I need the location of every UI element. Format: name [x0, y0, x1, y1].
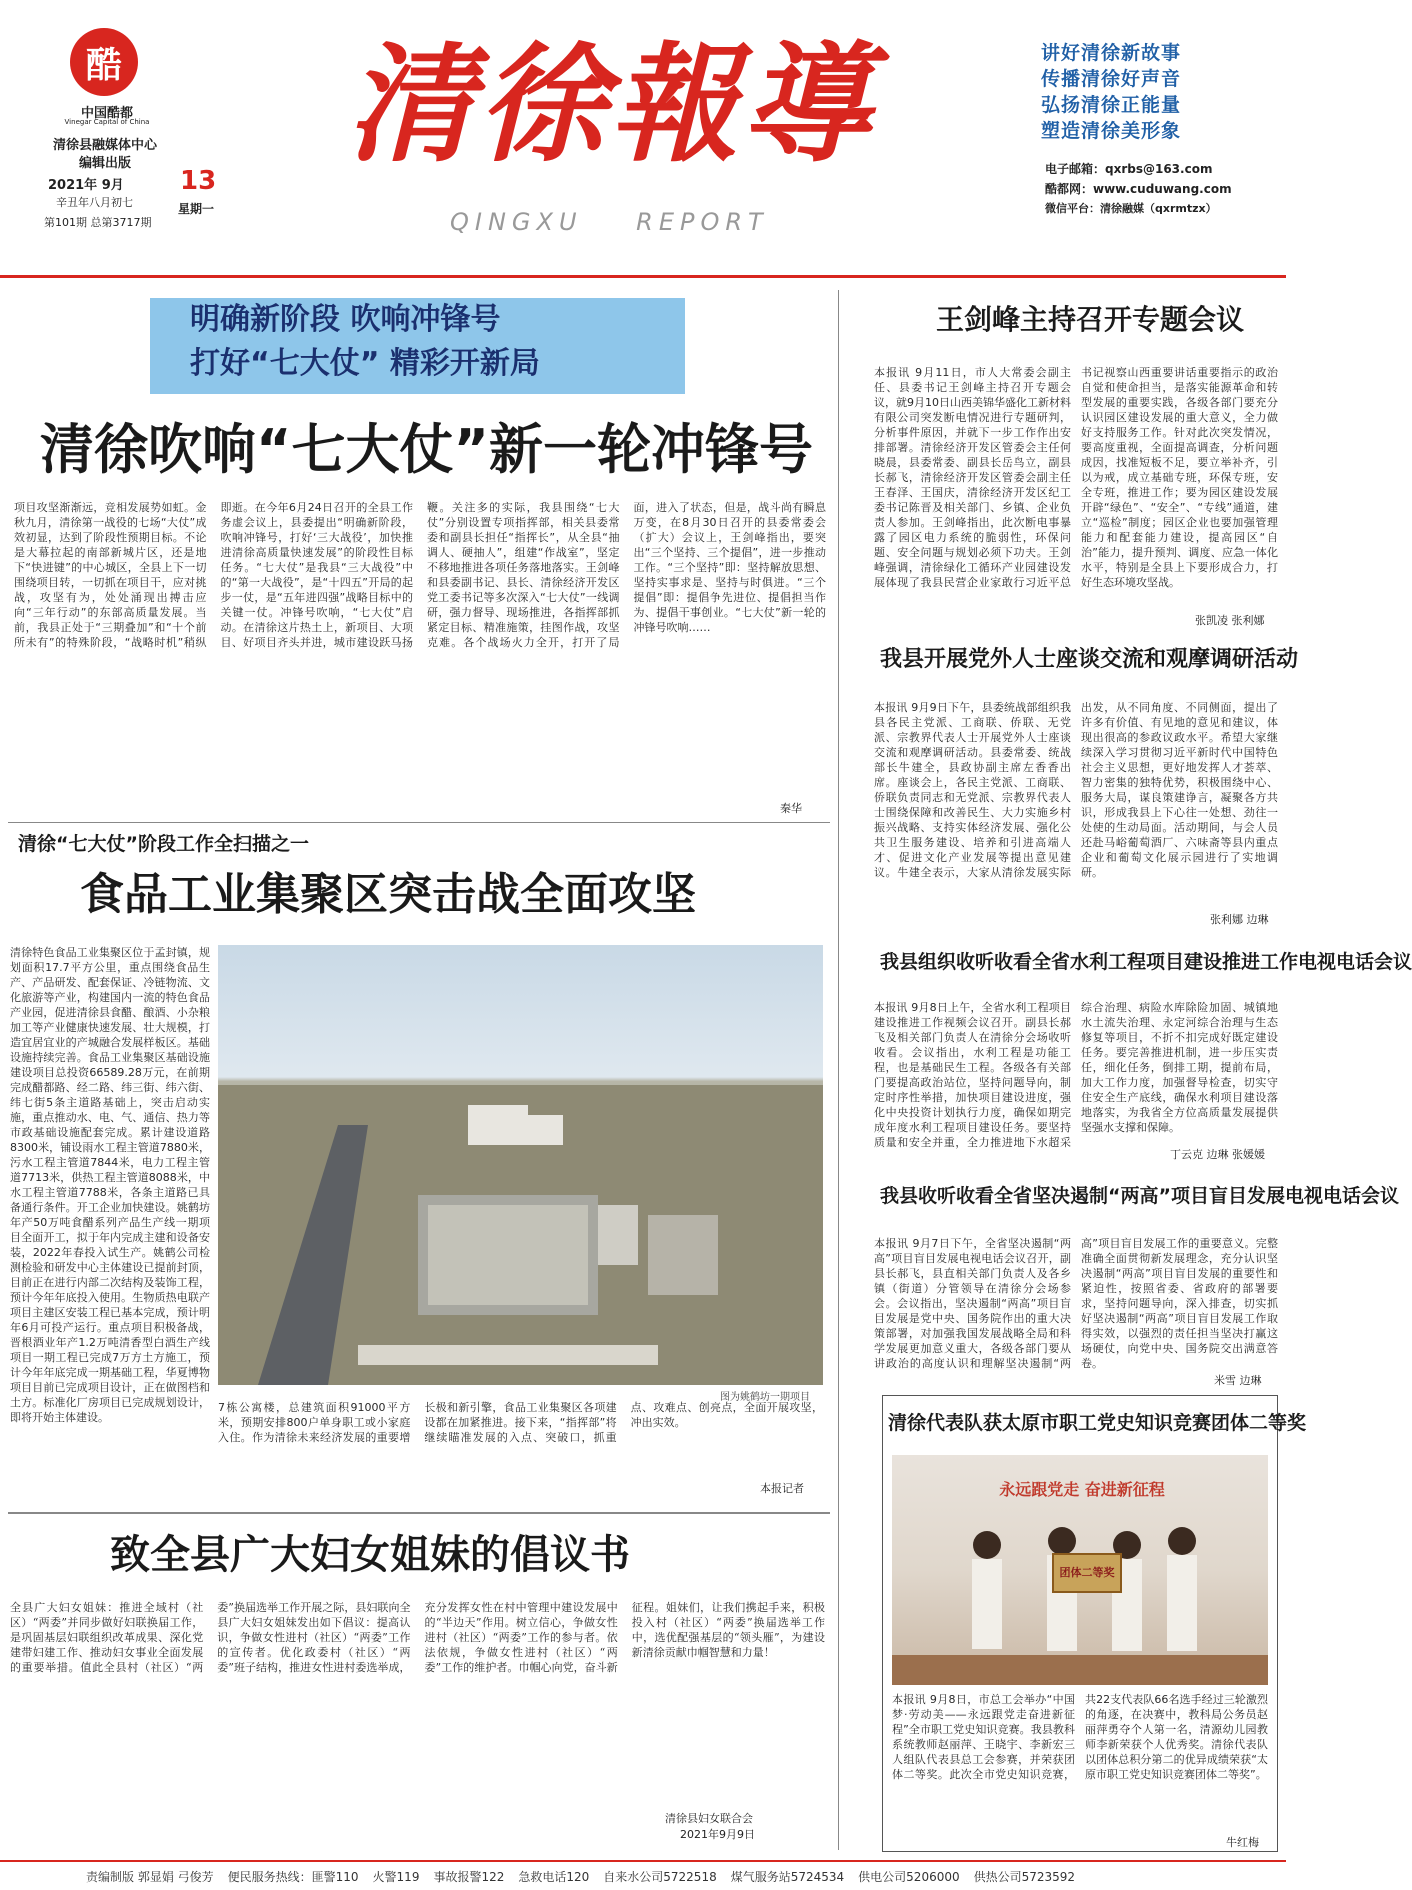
lead-body: 项目攻坚渐渐远，竞相发展势如虹。金秋九月，清徐第一战役的七场“大仗”成效初显，达到了阶段性预期目标。不论是大幕拉起的南部新城片区，还是地下“快进键”的中心城区，全县上下一切围绕项目转，一切抓在项目干，应对挑战，攻坚有为，处处涌现出搏击应向“三年行动”的东部高质量发展。当前，我县正处于“三期叠加”和“十个前所未有”的特殊阶段，“战略时机”稍纵即逝。在今年6月24日召开的全县工作务虚会议上，县委提出“明确新阶段，吹响冲锋号，打好‘三大战役’，加快推进清徐高质量快速发展”的阶段性目标任务。“七大仗”是我县“三大战役”中的“第一大战役”，是“十四五”开局的起步一仗，是“五年进四强”战略目标中的关键一仗。冲锋号吹响，“七大仗”启动。在清徐这片热土上，新项目、大项目、好项目齐头并进，城市建设跃马扬鞭。关注多的实际，我县围绕“七大仗”分别设置专项指挥部，相关县委常委和副县长担任“指挥长”，从全县“抽调人、硬抽人”，组建“作战室”，坚定不移地推进各项任务落地落实。王剑峰和县委副书记、县长、清徐经济开发区党工委书记等多次深入“七大仗”一线调研，强力督导、现场推进，各指挥部抓紧定目标、精准施策，挂图作战，攻坚克难。各个战场火力全开，打开了局面，进入了状态，但是，战斗尚有瞬息万变，在8月30日召开的县委常委会（扩大）会议上，王剑峰指出，要突出“三个坚持、三个提倡”，进一步推动工作。“三个坚持”即：坚持解放思想、坚持实事求是、坚持与时俱进。“三个提倡”即：提倡争先进位、提倡担当作为、提倡干事创业。“七大仗”新一轮的冲锋号吹响…… [14, 501, 826, 649]
masthead [0, 0, 1286, 270]
a2-headline: 我县开展党外人士座谈交流和观摩调研活动 [880, 647, 1299, 672]
a1-author: 张凯凌 张利娜 [1195, 614, 1265, 627]
publisher-line1: 清徐县融媒体中心 [52, 138, 157, 153]
food-author: 本报记者 [760, 1482, 804, 1495]
footer-editor: 责编制版 郭显娟 弓俊芳 [86, 1869, 214, 1884]
a5-author: 牛红梅 [1226, 1836, 1259, 1849]
footer-bar [0, 1860, 1286, 1890]
a1-body: 本报讯 9月11日，市人大常委会副主任、县委书记王剑峰主持召开专题会议，就9月10日山西美锦华盛化工新材料有限公司突发断电情况进行专题研判，分析事件原因，并就下一步工作作出安排部署。清徐经济开发区管委会主任何晓晨，县委常委、副县长岳鸟立，副县长郝飞，清徐经济开发区管委会副主任王春泽、王国庆，清徐经济开发区纪工委书记陈晋及相关部门、乡镇、企业负责人参加。王剑峰指出，此次断电事暴露了园区电力系统的脆弱性，环保问题、安全问题与规划必须下功夫。王剑峰强调，清徐绿化工循环产业园建设发展体现了我县民营企业家敢行习近平总书记视察山西重要讲话重要指示的政治自觉和使命担当，是落实能源革命和转型发展的重要实践，各级各部门要充分认识园区建设发展的重大意义，全力做好支持服务工作。针对此次突发情况，要高度重视，全面提高调查，分析问题成因，找准短板不足，要立举补齐，引以为戒，成立基础专班，环保专班，安全专班，推进工作；要为园区建设发展开辟“绿色”、“安全”、“专线”通道，建立“巡检”制度；园区企业也要加强管理能力和配套能力建设，提高园区“自治”能力，提升预判、调度、应急一体化水平，特别是全县上下要形成合力，打好生态环境攻坚战。 [874, 366, 1278, 589]
date-ym: 2021年 9月 [48, 178, 124, 193]
footer-ambulance: 急救电话120 [518, 1869, 590, 1884]
slogan-3: 弘扬清徐正能量 [1041, 94, 1182, 116]
proposal-headline: 致全县广大妇女姐妹的倡议书 [110, 1532, 630, 1578]
lunar-date: 辛丑年八月初七 [56, 196, 133, 209]
column-divider [838, 290, 839, 1850]
slogan-4: 塑造清徐美形象 [1041, 120, 1182, 142]
food-headline: 食品工业集聚区突击战全面攻坚 [80, 869, 696, 920]
issue-number: 第101期 总第3717期 [44, 216, 152, 229]
award-winners-illustration [892, 1515, 1268, 1685]
footer-power: 供电公司5206000 [858, 1869, 960, 1884]
a3-author: 丁云克 边琳 张媛媛 [1170, 1148, 1265, 1161]
masthead-divider [0, 275, 1286, 278]
construction-site-illustration [218, 945, 823, 1385]
section-divider [8, 822, 830, 823]
proposal-signature: 清徐县妇女联合会 [665, 1812, 753, 1825]
lead-author: 秦华 [780, 802, 802, 815]
banner-line-1: 明确新阶段 吹响冲锋号 [190, 302, 501, 337]
footer-water: 自来水公司5722518 [603, 1869, 717, 1884]
food-body-right: 7栋公寓楼，总建筑面积91000平方米，预期安排800户单身职工或小家庭入住。作为清徐未来经济发展的重要增长极和新引擎，食品工业集聚区各项建设都在加紧推进。接下来，“指挥部”将继续瞄准发展的入点、突破口，抓重点、攻难点、创亮点，全面开展攻坚，冲出实效。 [218, 1401, 823, 1444]
contact-web: 酷都网：www.cuduwang.com [1045, 182, 1232, 196]
food-photo-caption: 图为姚鹤坊一期项目 [720, 1392, 810, 1403]
section-divider-2 [8, 1512, 830, 1514]
food-photo [218, 945, 823, 1385]
a4-body: 本报讯 9月7日下午，全省坚决遏制“两高”项目盲目发展电视电话会议召开，副县长郝飞，县直相关部门负责人及各乡镇（街道）分管领导在清徐分会场参会。会议指出，坚决遏制“两高”项目盲目发展是党中央、国务院作出的重大决策部署，对加强我国发展战略全局和科学发展更加意义重大，各级各部门要从讲政治的高度认识和理解坚决遏制“两高”项目盲目发展工作的重要意义。完整准确全面贯彻新发展理念，充分认识坚决遏制“两高”项目盲目发展的重要性和紧迫性，按照省委、省政府的部署要求，坚持问题导向，深入排查，切实抓好坚决遏制“两高”项目盲目发展工作取得实效，以强烈的责任担当坚决打赢这场硬仗，向党中央、国务院交出满意答卷。 [874, 1237, 1278, 1370]
logo-sub: Vinegar Capital of China [64, 118, 150, 126]
logo-seal: 酷 [70, 28, 138, 96]
proposal-date: 2021年9月9日 [680, 1828, 755, 1841]
publisher-line2: 编辑出版 [78, 156, 131, 171]
food-body-left: 清徐特色食品工业集聚区位于孟封镇，规划面积17.7平方公里，重点围绕食品生产、产品研发、配套保证、冷链物流、文化旅游等产业，构建国内一流的特色食品产业园，促进清徐县食醋、酿酒、小杂粮加工等产业健康快速发展、壮大规模，打造宜居宜业的产城融合发展样板区。基础设施持续完善。食品工业集聚区基础设施建设项目总投资66589.28万元，在前期完成醋都路、经二路、纬三街、纬六街、纬七街5条主道路基础上，突击启动实施，重点推动水、电、气、通信、热力等市政基础设施配套完成。累计建设道路8300米，铺设雨水工程主管道7880米，污水工程主管道7844米，电力工程主管道7713米，供热工程主管道8088米，中水工程主管道7788米，各条主道路已具备通行条件。开工企业加快建设。姚鹤坊年产50万吨食醋系列产品生产线一期项目全面开工，拟于年内完成主建和设备安装，2022年春投入试生产。姚鹤公司检测检验和研发中心主体建设已提前封顶，目前正在进行内部二次结构及装饰工程，预计今年年底投入使用。生物质热电联产项目主建区安装工程已基本完成，预计明年6月可投产运行。重点项目积极备战，晋根酒业年产1.2万吨清香型白酒生产线项目一期工程已完成7万方土方施工，预计今年年底完成一期基础工程，华夏博物项目目前已完成项目设计，正在做图档和土方。标准化厂房项目已完成规划设计，即将开始主体建设。 [10, 946, 210, 1424]
footer-fire: 火警119 [372, 1869, 420, 1884]
date-day: 13 [180, 166, 217, 196]
footer-gas: 煤气服务站5724534 [730, 1869, 845, 1884]
a2-body: 本报讯 9月9日下午，县委统战部组织我县各民主党派、工商联、侨联、无党派、宗教界代表人士开展党外人士座谈交流和观摩调研活动。县委常委、统战部长牛建全，县政协副主席左香香出席。座谈会上，各民主党派、工商联、侨联负责同志和无党派、宗教界代表人士围绕保障和改善民生、大力实施乡村振兴战略、支持实体经济发展、强化公共卫生服务建设、培养和引进高端人才、促进文化产业发展等提出意见建议。牛建全表示，大家从清徐发展实际出发，从不同角度、不同侧面，提出了许多有价值、有见地的意见和建议，体现出很高的参政议政水平。希望大家继续深入学习贯彻习近平新时代中国特色社会主义思想，更好地发挥人才荟萃、智力密集的独特优势，积极围绕中心、服务大局，谋良策建诤言，凝聚各方共识，形成我县上下心往一处想、劲往一处使的生动局面。活动期间，与会人员还赴马峪葡萄酒厂、六味斋等县内重点企业和葡萄文化展示园进行了实地调研。 [874, 701, 1278, 879]
newspaper-title-en: QINGXU REPORT [450, 208, 769, 236]
footer-heating: 供热公司5723592 [973, 1869, 1076, 1884]
logo-text: 中国酷都 [80, 106, 133, 121]
a1-headline: 王剑峰主持召开专题会议 [935, 303, 1244, 336]
proposal-body: 全县广大妇女姐妹：推进全域村（社区）“两委”并同步做好妇联换届工作，是巩固基层妇联组织改革成果、深化党建带妇建工作、推动妇女事业全面发展的重要举措。值此全县村（社区）“两委”换届选举工作开展之际，县妇联向全县广大妇女姐妹发出如下倡议：提高认识，争做女性进村（社区）“两委”工作的宣传者。优化政委村（社区）“两委”班子结构，推进女性进村委选举成，充分发挥女性在村中管理中建设发展中的“半边天”作用。树立信心，争做女性进村（社区）“两委”工作的参与者。依法依规，争做女性进村（社区）“两委”工作的维护者。巾帼心向党，奋斗新征程。姐妹们，让我们携起手来，积极投入村（社区）“两委”换届选举工作中，选优配强基层的“领头雁”，为建设新清徐贡献巾帼智慧和力量！ [10, 1601, 825, 1674]
lead-headline: 清徐吹响“七大仗”新一轮冲锋号 [40, 418, 813, 481]
newspaper-title: 清徐報導 [345, 30, 874, 180]
a5-headline: 清徐代表队获太原市职工党史知识竞赛团体二等奖 [888, 1412, 1307, 1434]
weekday: 星期一 [178, 202, 215, 216]
slogan-1: 讲好清徐新故事 [1041, 42, 1182, 64]
footer-accident: 事故报警122 [433, 1869, 505, 1884]
contact-email: 电子邮箱：qxrbs@163.com [1045, 162, 1213, 176]
award-photo-banner: 永远跟党走 奋进新征程 [999, 1480, 1165, 1499]
a3-body: 本报讯 9月8日上午，全省水利工程项目建设推进工作视频会议召开。副县长郝飞及相关部门负责人在清徐分会场收听收看。会议指出，水利工程是功能工程，也是基础民生工程。各级各有关部门要提高政治站位，坚持问题导向，制定时序性举措，加快项目建设进度，强化中央投资计划执行力度，确保如期完成年度水利工程项目建设任务。要坚持质量和安全并重，全力推进地下水超采综合治理、病险水库除险加固、城镇地水土流失治理、永定河综合治理与生态修复等项目，不折不扣完成好既定建设任务。要完善推进机制，进一步压实责任，细化任务，倒排工期，提前布局，加大工作力度，加强督导检查，切实守住安全生产底线，确保水利项目建设落地落实，为我省全方位高质量发展提供坚强水支撑和保障。 [874, 1001, 1278, 1149]
banner-line-2: 打好“七大仗” 精彩开新局 [190, 346, 540, 381]
contact-wechat: 微信平台：清徐融媒（qxrmtzx） [1045, 202, 1217, 215]
a4-headline: 我县收听收看全省坚决遏制“两高”项目盲目发展电视电话会议 [880, 1185, 1399, 1207]
award-photo [892, 1455, 1268, 1685]
food-kicker: 清徐“七大仗”阶段工作全扫描之一 [18, 833, 309, 855]
a5-body: 本报讯 9月8日，市总工会举办“中国梦·劳动美——永远跟党走奋进新征程”全市职工党史知识竞赛。我县教科系统教师赵丽萍、王晓宇、李新宏三人组队代表县总工会参赛，并荣获团体二等奖。此次全市党史知识竞赛，共22支代表队66名选手经过三轮激烈的角逐，在决赛中，教科局公务员赵丽萍勇夺个人第一名，清源幼儿园教师李新荣获个人优秀奖。清徐代表队以团体总积分第二的优异成绩荣获“太原市职工党史知识竞赛团体二等奖”。 [892, 1693, 1268, 1781]
a4-author: 米雪 边琳 [1214, 1374, 1262, 1387]
lead-banner [150, 298, 685, 394]
a2-author: 张利娜 边琳 [1210, 913, 1269, 926]
footer-hotline: 便民服务热线：匪警110 [227, 1869, 359, 1884]
award-plaque: 团体二等奖 [1052, 1553, 1122, 1593]
a3-headline: 我县组织收听收看全省水利工程项目建设推进工作电视电话会议 [880, 951, 1412, 973]
slogan-2: 传播清徐好声音 [1041, 68, 1182, 90]
